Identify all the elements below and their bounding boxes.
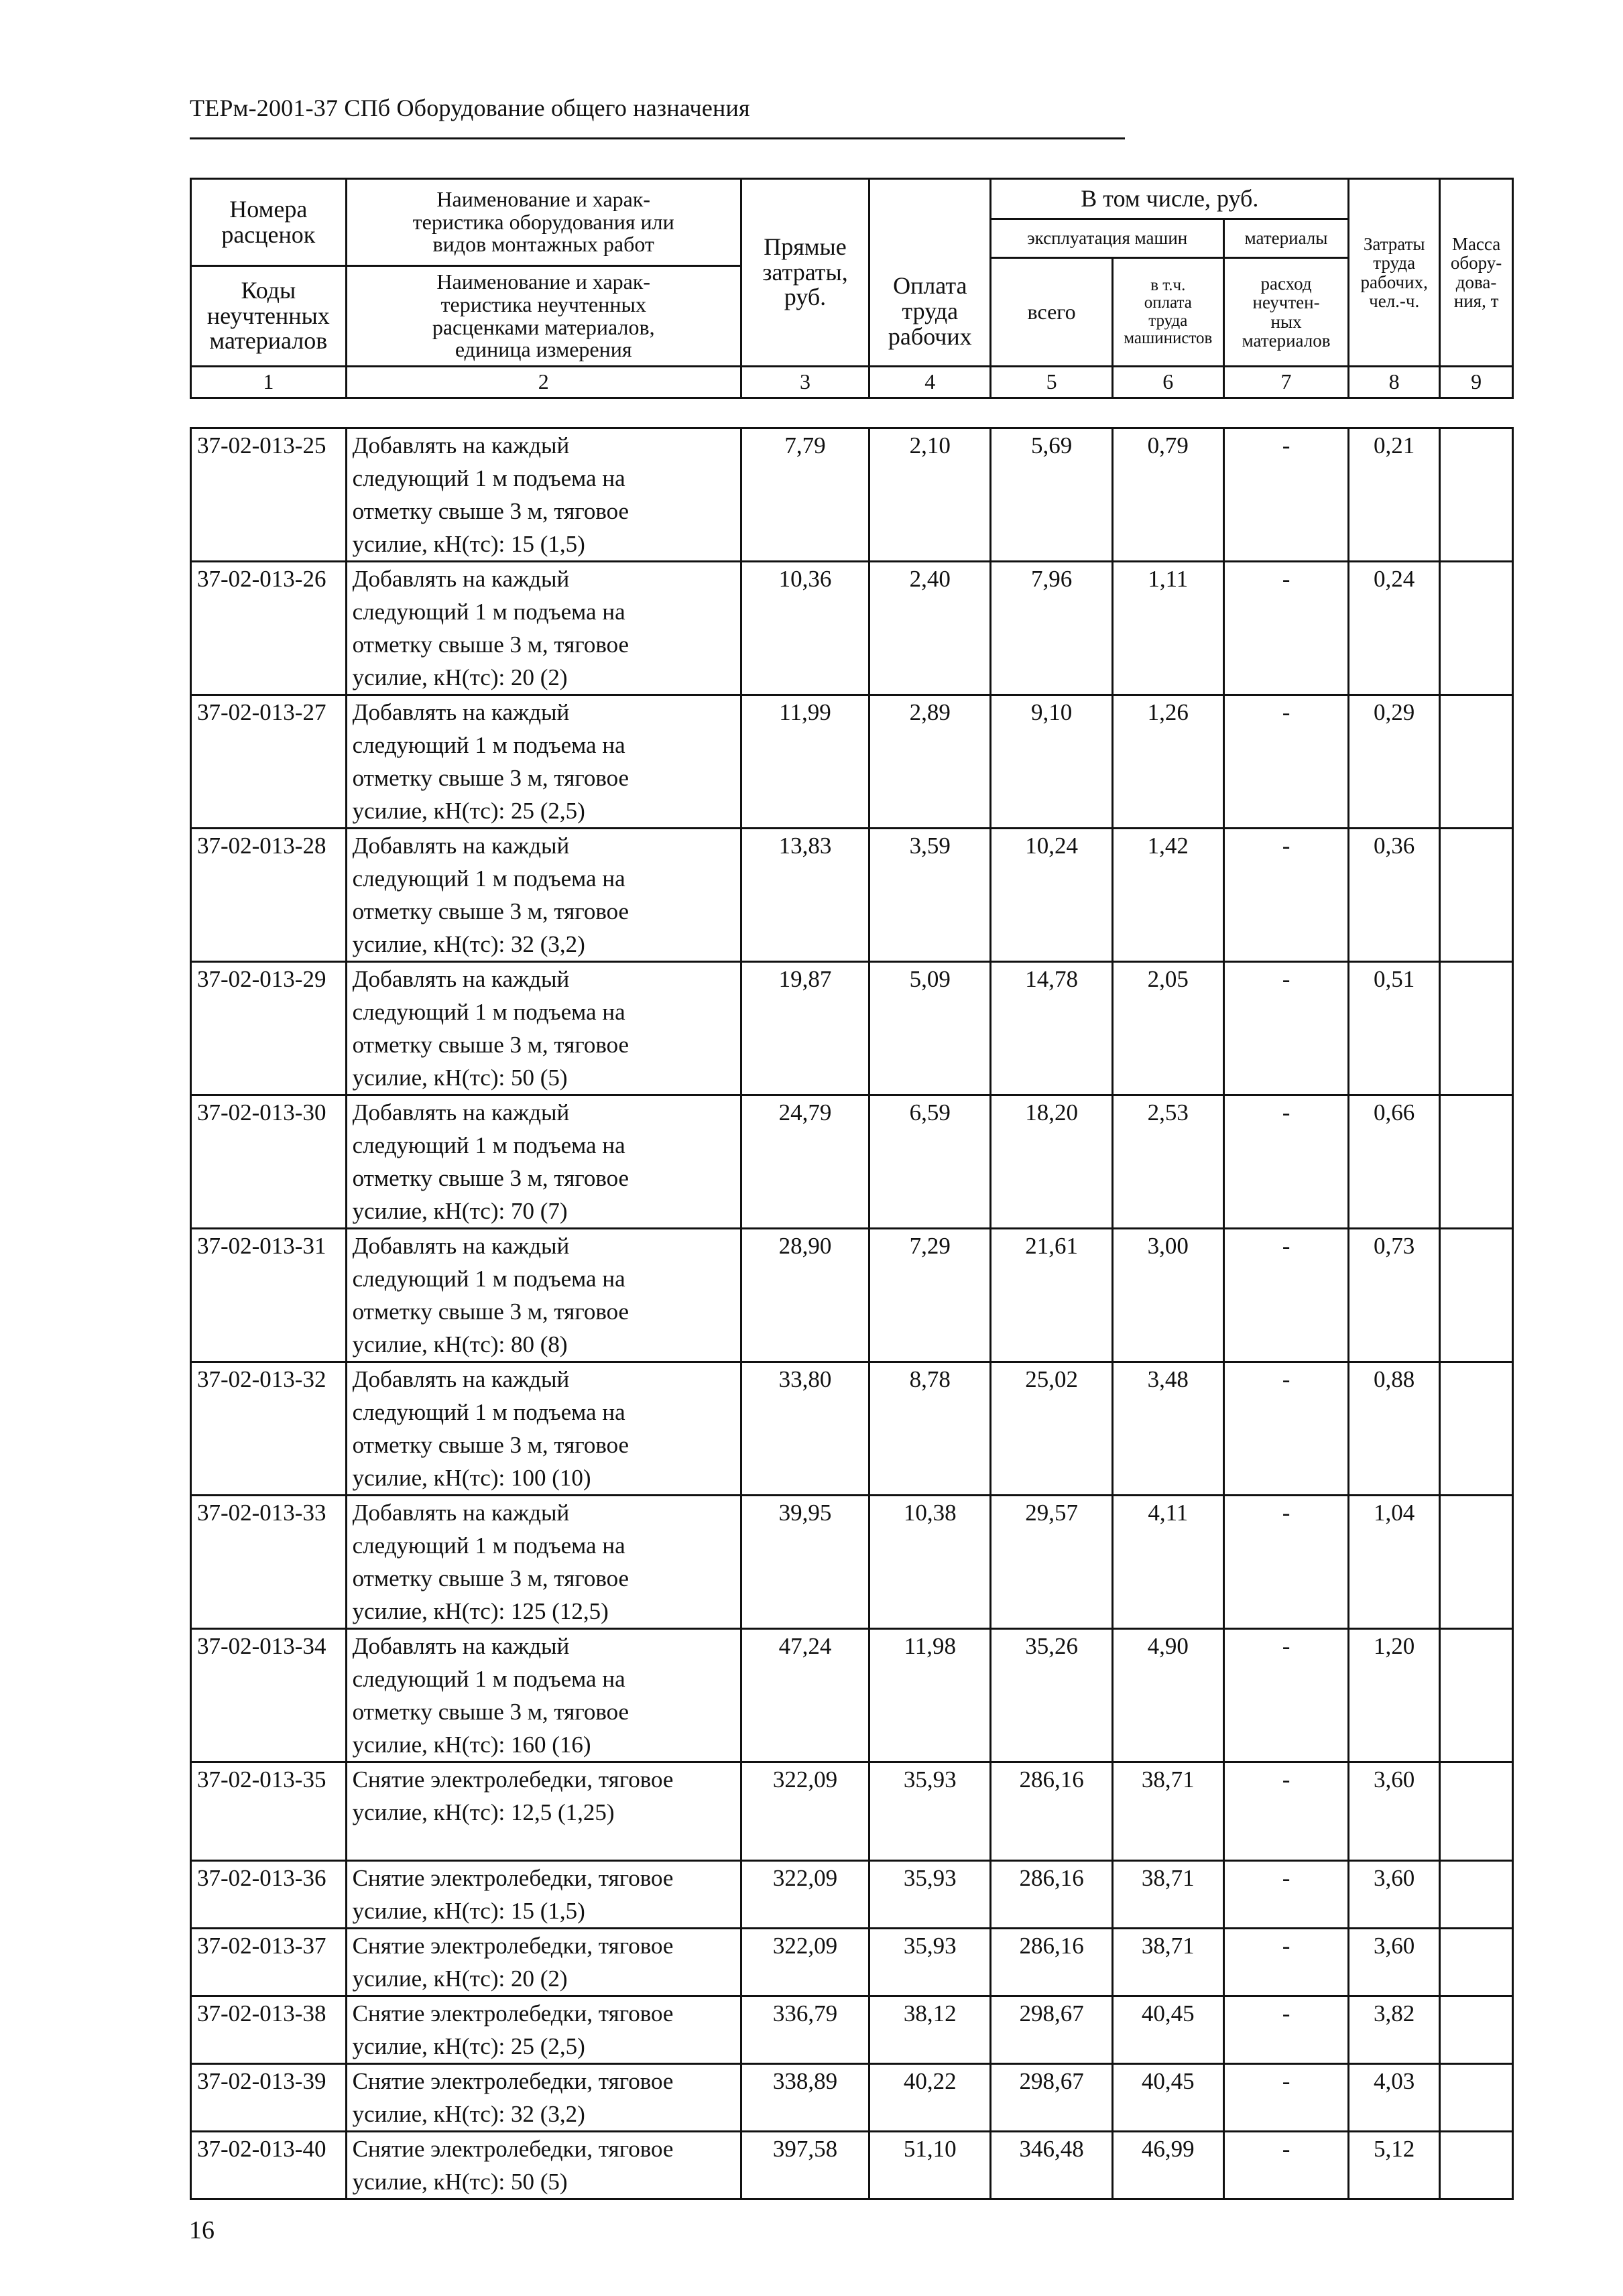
worker-pay: 5,09 (869, 962, 991, 1095)
header-unaccounted-materials: расход неучтен- ных материалов (1223, 258, 1348, 367)
worker-pay: 3,59 (869, 829, 991, 962)
direct-costs: 47,24 (741, 1629, 869, 1762)
description-line: отметку свыше 3 м, тяговое (352, 1165, 629, 1191)
description-line: Добавлять на каждый (352, 1633, 570, 1659)
machinist-pay: 3,48 (1112, 1362, 1223, 1496)
labor-hours: 0,66 (1349, 1095, 1440, 1229)
machinist-pay: 0,79 (1112, 428, 1223, 562)
description-line: следующий 1 м подъема на (352, 1532, 625, 1559)
materials-cost: - (1223, 695, 1348, 829)
labor-hours: 1,20 (1349, 1629, 1440, 1762)
header-col2-bottom: Наименование и харак- теристика неучтенных расценками материалов, единица измерения (346, 266, 741, 367)
column-number-row: 1 2 3 4 5 6 7 8 9 (191, 367, 1513, 398)
table-header (190, 178, 1514, 399)
materials-cost: - (1223, 562, 1348, 695)
equipment-mass (1440, 1362, 1513, 1496)
work-description (346, 695, 741, 829)
machinist-pay: 3,00 (1112, 1229, 1223, 1362)
worker-pay: 35,93 (869, 1762, 991, 1861)
machines-total: 298,67 (991, 1996, 1112, 2064)
labor-hours: 0,24 (1349, 562, 1440, 695)
worker-pay: 38,12 (869, 1996, 991, 2064)
materials-cost: - (1223, 829, 1348, 962)
worker-pay: 35,93 (869, 1929, 991, 1996)
description-line: усилие, кН(тс): 32 (3,2) (352, 931, 585, 957)
description-line: Добавлять на каждый (352, 699, 570, 725)
equipment-mass (1440, 2064, 1513, 2132)
work-description (346, 1929, 741, 1996)
labor-hours: 0,21 (1349, 428, 1440, 562)
materials-cost: - (1223, 1095, 1348, 1229)
machines-total: 5,69 (991, 428, 1112, 562)
materials-cost: - (1223, 1496, 1348, 1629)
machines-total: 10,24 (991, 829, 1112, 962)
labor-hours: 4,03 (1349, 2064, 1440, 2132)
machinist-pay: 38,71 (1112, 1861, 1223, 1929)
description-line: отметку свыше 3 м, тяговое (352, 1298, 629, 1325)
machinist-pay: 38,71 (1112, 1929, 1223, 1996)
work-description (346, 1629, 741, 1762)
rate-code: 37-02-013-27 (191, 695, 347, 829)
description-line: Снятие электролебедки, тяговое (352, 2000, 674, 2027)
work-description (346, 1996, 741, 2064)
labor-hours: 3,60 (1349, 1762, 1440, 1861)
table-row (191, 1996, 1513, 2064)
labor-hours: 0,88 (1349, 1362, 1440, 1496)
header-labor-hours: Затраты труда рабочих, чел.-ч. (1349, 179, 1440, 367)
direct-costs: 338,89 (741, 2064, 869, 2132)
direct-costs: 13,83 (741, 829, 869, 962)
work-description (346, 2064, 741, 2132)
direct-costs: 24,79 (741, 1095, 869, 1229)
header-worker-pay: Оплата труда рабочих (869, 258, 991, 367)
machines-total: 25,02 (991, 1362, 1112, 1496)
description-line: усилие, кН(тс): 25 (2,5) (352, 2033, 585, 2059)
description-line: отметку свыше 3 м, тяговое (352, 1699, 629, 1725)
materials-cost: - (1223, 1629, 1348, 1762)
rate-code: 37-02-013-34 (191, 1629, 347, 1762)
labor-hours: 3,82 (1349, 1996, 1440, 2064)
description-line: Снятие электролебедки, тяговое (352, 1766, 674, 1793)
description-line: усилие, кН(тс): 15 (1,5) (352, 1898, 585, 1924)
equipment-mass (1440, 1861, 1513, 1929)
materials-cost: - (1223, 1929, 1348, 1996)
description-line: усилие, кН(тс): 25 (2,5) (352, 798, 585, 824)
direct-costs: 19,87 (741, 962, 869, 1095)
work-description (346, 428, 741, 562)
rates-table (190, 427, 1514, 2200)
rate-code: 37-02-013-25 (191, 428, 347, 562)
work-description (346, 1762, 741, 1861)
work-description (346, 1229, 741, 1362)
rate-code: 37-02-013-38 (191, 1996, 347, 2064)
equipment-mass (1440, 562, 1513, 695)
description-line: Снятие электролебедки, тяговое (352, 1865, 674, 1891)
equipment-mass (1440, 1229, 1513, 1362)
description-line: Снятие электролебедки, тяговое (352, 2136, 674, 2162)
equipment-mass (1440, 1996, 1513, 2064)
description-line: следующий 1 м подъема на (352, 865, 625, 892)
labor-hours: 0,73 (1349, 1229, 1440, 1362)
description-line: отметку свыше 3 м, тяговое (352, 1432, 629, 1458)
header-machines: эксплуатация машин (991, 219, 1223, 258)
description-line: отметку свыше 3 м, тяговое (352, 765, 629, 791)
direct-costs: 28,90 (741, 1229, 869, 1362)
machines-total: 286,16 (991, 1861, 1112, 1929)
description-line: следующий 1 м подъема на (352, 1132, 625, 1158)
machinist-pay: 40,45 (1112, 1996, 1223, 2064)
header-including: В том числе, руб. (991, 179, 1349, 219)
description-line: следующий 1 м подъема на (352, 1399, 625, 1425)
description-line: Добавлять на каждый (352, 833, 570, 859)
rate-code: 37-02-013-33 (191, 1496, 347, 1629)
rate-code: 37-02-013-29 (191, 962, 347, 1095)
table-row (191, 962, 1513, 1095)
equipment-mass (1440, 962, 1513, 1095)
rate-code: 37-02-013-37 (191, 1929, 347, 1996)
description-line: усилие, кН(тс): 160 (16) (352, 1732, 591, 1758)
table-row (191, 1095, 1513, 1229)
table-row (191, 829, 1513, 962)
labor-hours: 1,04 (1349, 1496, 1440, 1629)
machinist-pay: 4,11 (1112, 1496, 1223, 1629)
rate-code: 37-02-013-31 (191, 1229, 347, 1362)
table-row (191, 428, 1513, 562)
rate-code: 37-02-013-36 (191, 1861, 347, 1929)
labor-hours: 5,12 (1349, 2132, 1440, 2199)
table-row (191, 2064, 1513, 2132)
rate-code: 37-02-013-28 (191, 829, 347, 962)
description-line: усилие, кН(тс): 125 (12,5) (352, 1598, 609, 1624)
direct-costs: 397,58 (741, 2132, 869, 2199)
work-description (346, 2132, 741, 2199)
machinist-pay: 1,42 (1112, 829, 1223, 962)
equipment-mass (1440, 829, 1513, 962)
table-row (191, 1362, 1513, 1496)
worker-pay: 51,10 (869, 2132, 991, 2199)
work-description (346, 1496, 741, 1629)
table-row (191, 1229, 1513, 1362)
description-line: отметку свыше 3 м, тяговое (352, 498, 629, 524)
worker-pay: 2,89 (869, 695, 991, 829)
table-row (191, 1629, 1513, 1762)
description-line: отметку свыше 3 м, тяговое (352, 1565, 629, 1591)
machinist-pay: 1,11 (1112, 562, 1223, 695)
description-line: Добавлять на каждый (352, 566, 570, 592)
header-materials: материалы (1223, 219, 1348, 258)
materials-cost: - (1223, 428, 1348, 562)
description-line: следующий 1 м подъема на (352, 1666, 625, 1692)
description-line: Добавлять на каждый (352, 432, 570, 459)
equipment-mass (1440, 1929, 1513, 1996)
direct-costs: 10,36 (741, 562, 869, 695)
direct-costs: 7,79 (741, 428, 869, 562)
table-row (191, 2132, 1513, 2199)
equipment-mass (1440, 428, 1513, 562)
equipment-mass (1440, 2132, 1513, 2199)
machinist-pay: 40,45 (1112, 2064, 1223, 2132)
machines-total: 29,57 (991, 1496, 1112, 1629)
direct-costs: 11,99 (741, 695, 869, 829)
rate-code: 37-02-013-35 (191, 1762, 347, 1861)
materials-cost: - (1223, 2132, 1348, 2199)
machinist-pay: 46,99 (1112, 2132, 1223, 2199)
header-col1-top: Номера расценок (191, 179, 347, 266)
description-line: Снятие электролебедки, тяговое (352, 1933, 674, 1959)
machinist-pay: 38,71 (1112, 1762, 1223, 1861)
machines-total: 286,16 (991, 1762, 1112, 1861)
rate-code: 37-02-013-39 (191, 2064, 347, 2132)
work-description (346, 1095, 741, 1229)
direct-costs: 336,79 (741, 1996, 869, 2064)
description-line: усилие, кН(тс): 50 (5) (352, 2169, 568, 2195)
description-line: следующий 1 м подъема на (352, 1266, 625, 1292)
labor-hours: 0,29 (1349, 695, 1440, 829)
description-line: Добавлять на каждый (352, 1099, 570, 1126)
equipment-mass (1440, 1496, 1513, 1629)
machines-total: 346,48 (991, 2132, 1112, 2199)
direct-costs: 322,09 (741, 1861, 869, 1929)
machines-total: 298,67 (991, 2064, 1112, 2132)
table-row (191, 695, 1513, 829)
machines-total: 35,26 (991, 1629, 1112, 1762)
description-line: Снятие электролебедки, тяговое (352, 2068, 674, 2094)
table-row (191, 562, 1513, 695)
table-row (191, 1929, 1513, 1996)
equipment-mass (1440, 1762, 1513, 1861)
description-line: усилие, кН(тс): 20 (2) (352, 664, 568, 690)
table-row (191, 1496, 1513, 1629)
description-line: усилие, кН(тс): 50 (5) (352, 1065, 568, 1091)
direct-costs: 39,95 (741, 1496, 869, 1629)
worker-pay: 11,98 (869, 1629, 991, 1762)
description-line: усилие, кН(тс): 12,5 (1,25) (352, 1799, 615, 1825)
work-description (346, 962, 741, 1095)
worker-pay: 8,78 (869, 1362, 991, 1496)
description-line: следующий 1 м подъема на (352, 732, 625, 758)
worker-pay: 35,93 (869, 1861, 991, 1929)
description-line: Добавлять на каждый (352, 966, 570, 992)
machinist-pay: 2,05 (1112, 962, 1223, 1095)
description-line: усилие, кН(тс): 70 (7) (352, 1198, 568, 1224)
machines-total: 7,96 (991, 562, 1112, 695)
rate-code: 37-02-013-26 (191, 562, 347, 695)
direct-costs: 322,09 (741, 1929, 869, 1996)
labor-hours: 3,60 (1349, 1861, 1440, 1929)
description-line: следующий 1 м подъема на (352, 999, 625, 1025)
equipment-mass (1440, 1629, 1513, 1762)
work-description (346, 829, 741, 962)
description-line: Добавлять на каждый (352, 1233, 570, 1259)
machines-total: 18,20 (991, 1095, 1112, 1229)
work-description (346, 1362, 741, 1496)
description-line: усилие, кН(тс): 80 (8) (352, 1331, 568, 1357)
table-row (191, 1861, 1513, 1929)
header-rule (190, 137, 1125, 139)
document-header-title: ТЕРм-2001-37 СПб Оборудование общего назначения (190, 95, 750, 121)
worker-pay: 2,10 (869, 428, 991, 562)
description-line: следующий 1 м подъема на (352, 465, 625, 491)
description-line: усилие, кН(тс): 32 (3,2) (352, 2101, 585, 2127)
materials-cost: - (1223, 1762, 1348, 1861)
description-line: отметку свыше 3 м, тяговое (352, 1032, 629, 1058)
machines-total: 14,78 (991, 962, 1112, 1095)
rate-code: 37-02-013-30 (191, 1095, 347, 1229)
rate-code: 37-02-013-40 (191, 2132, 347, 2199)
worker-pay: 7,29 (869, 1229, 991, 1362)
description-line: усилие, кН(тс): 20 (2) (352, 1966, 568, 1992)
description-line: Добавлять на каждый (352, 1366, 570, 1392)
materials-cost: - (1223, 1861, 1348, 1929)
work-description (346, 562, 741, 695)
direct-costs: 322,09 (741, 1762, 869, 1861)
machinist-pay: 2,53 (1112, 1095, 1223, 1229)
machinist-pay: 4,90 (1112, 1629, 1223, 1762)
description-line: усилие, кН(тс): 15 (1,5) (352, 531, 585, 557)
labor-hours: 0,51 (1349, 962, 1440, 1095)
description-line: Добавлять на каждый (352, 1500, 570, 1526)
labor-hours: 0,36 (1349, 829, 1440, 962)
header-direct-costs: Прямые затраты, руб. (741, 179, 869, 367)
worker-pay: 10,38 (869, 1496, 991, 1629)
materials-cost: - (1223, 1229, 1348, 1362)
header-mass: Масса обору- дова- ния, т (1440, 179, 1513, 367)
labor-hours: 3,60 (1349, 1929, 1440, 1996)
machines-total: 21,61 (991, 1229, 1112, 1362)
page-number: 16 (189, 2216, 215, 2244)
machines-total: 9,10 (991, 695, 1112, 829)
materials-cost: - (1223, 1996, 1348, 2064)
machines-total: 286,16 (991, 1929, 1112, 1996)
header-col2-top: Наименование и харак- теристика оборудования или видов монтажных работ (346, 179, 741, 266)
materials-cost: - (1223, 1362, 1348, 1496)
worker-pay: 40,22 (869, 2064, 991, 2132)
worker-pay: 6,59 (869, 1095, 991, 1229)
materials-cost: - (1223, 962, 1348, 1095)
machinist-pay: 1,26 (1112, 695, 1223, 829)
header-machines-total: всего (991, 258, 1112, 367)
worker-pay: 2,40 (869, 562, 991, 695)
description-line: отметку свыше 3 м, тяговое (352, 898, 629, 924)
header-machinist-pay: в т.ч. оплата труда машинистов (1112, 258, 1223, 367)
rate-code: 37-02-013-32 (191, 1362, 347, 1496)
equipment-mass (1440, 1095, 1513, 1229)
description-line: следующий 1 м подъема на (352, 599, 625, 625)
materials-cost: - (1223, 2064, 1348, 2132)
description-line: отметку свыше 3 м, тяговое (352, 631, 629, 658)
description-line: усилие, кН(тс): 100 (10) (352, 1465, 591, 1491)
header-col1-bottom: Коды неучтенных материалов (191, 266, 347, 367)
table-row (191, 1762, 1513, 1861)
direct-costs: 33,80 (741, 1362, 869, 1496)
work-description (346, 1861, 741, 1929)
equipment-mass (1440, 695, 1513, 829)
